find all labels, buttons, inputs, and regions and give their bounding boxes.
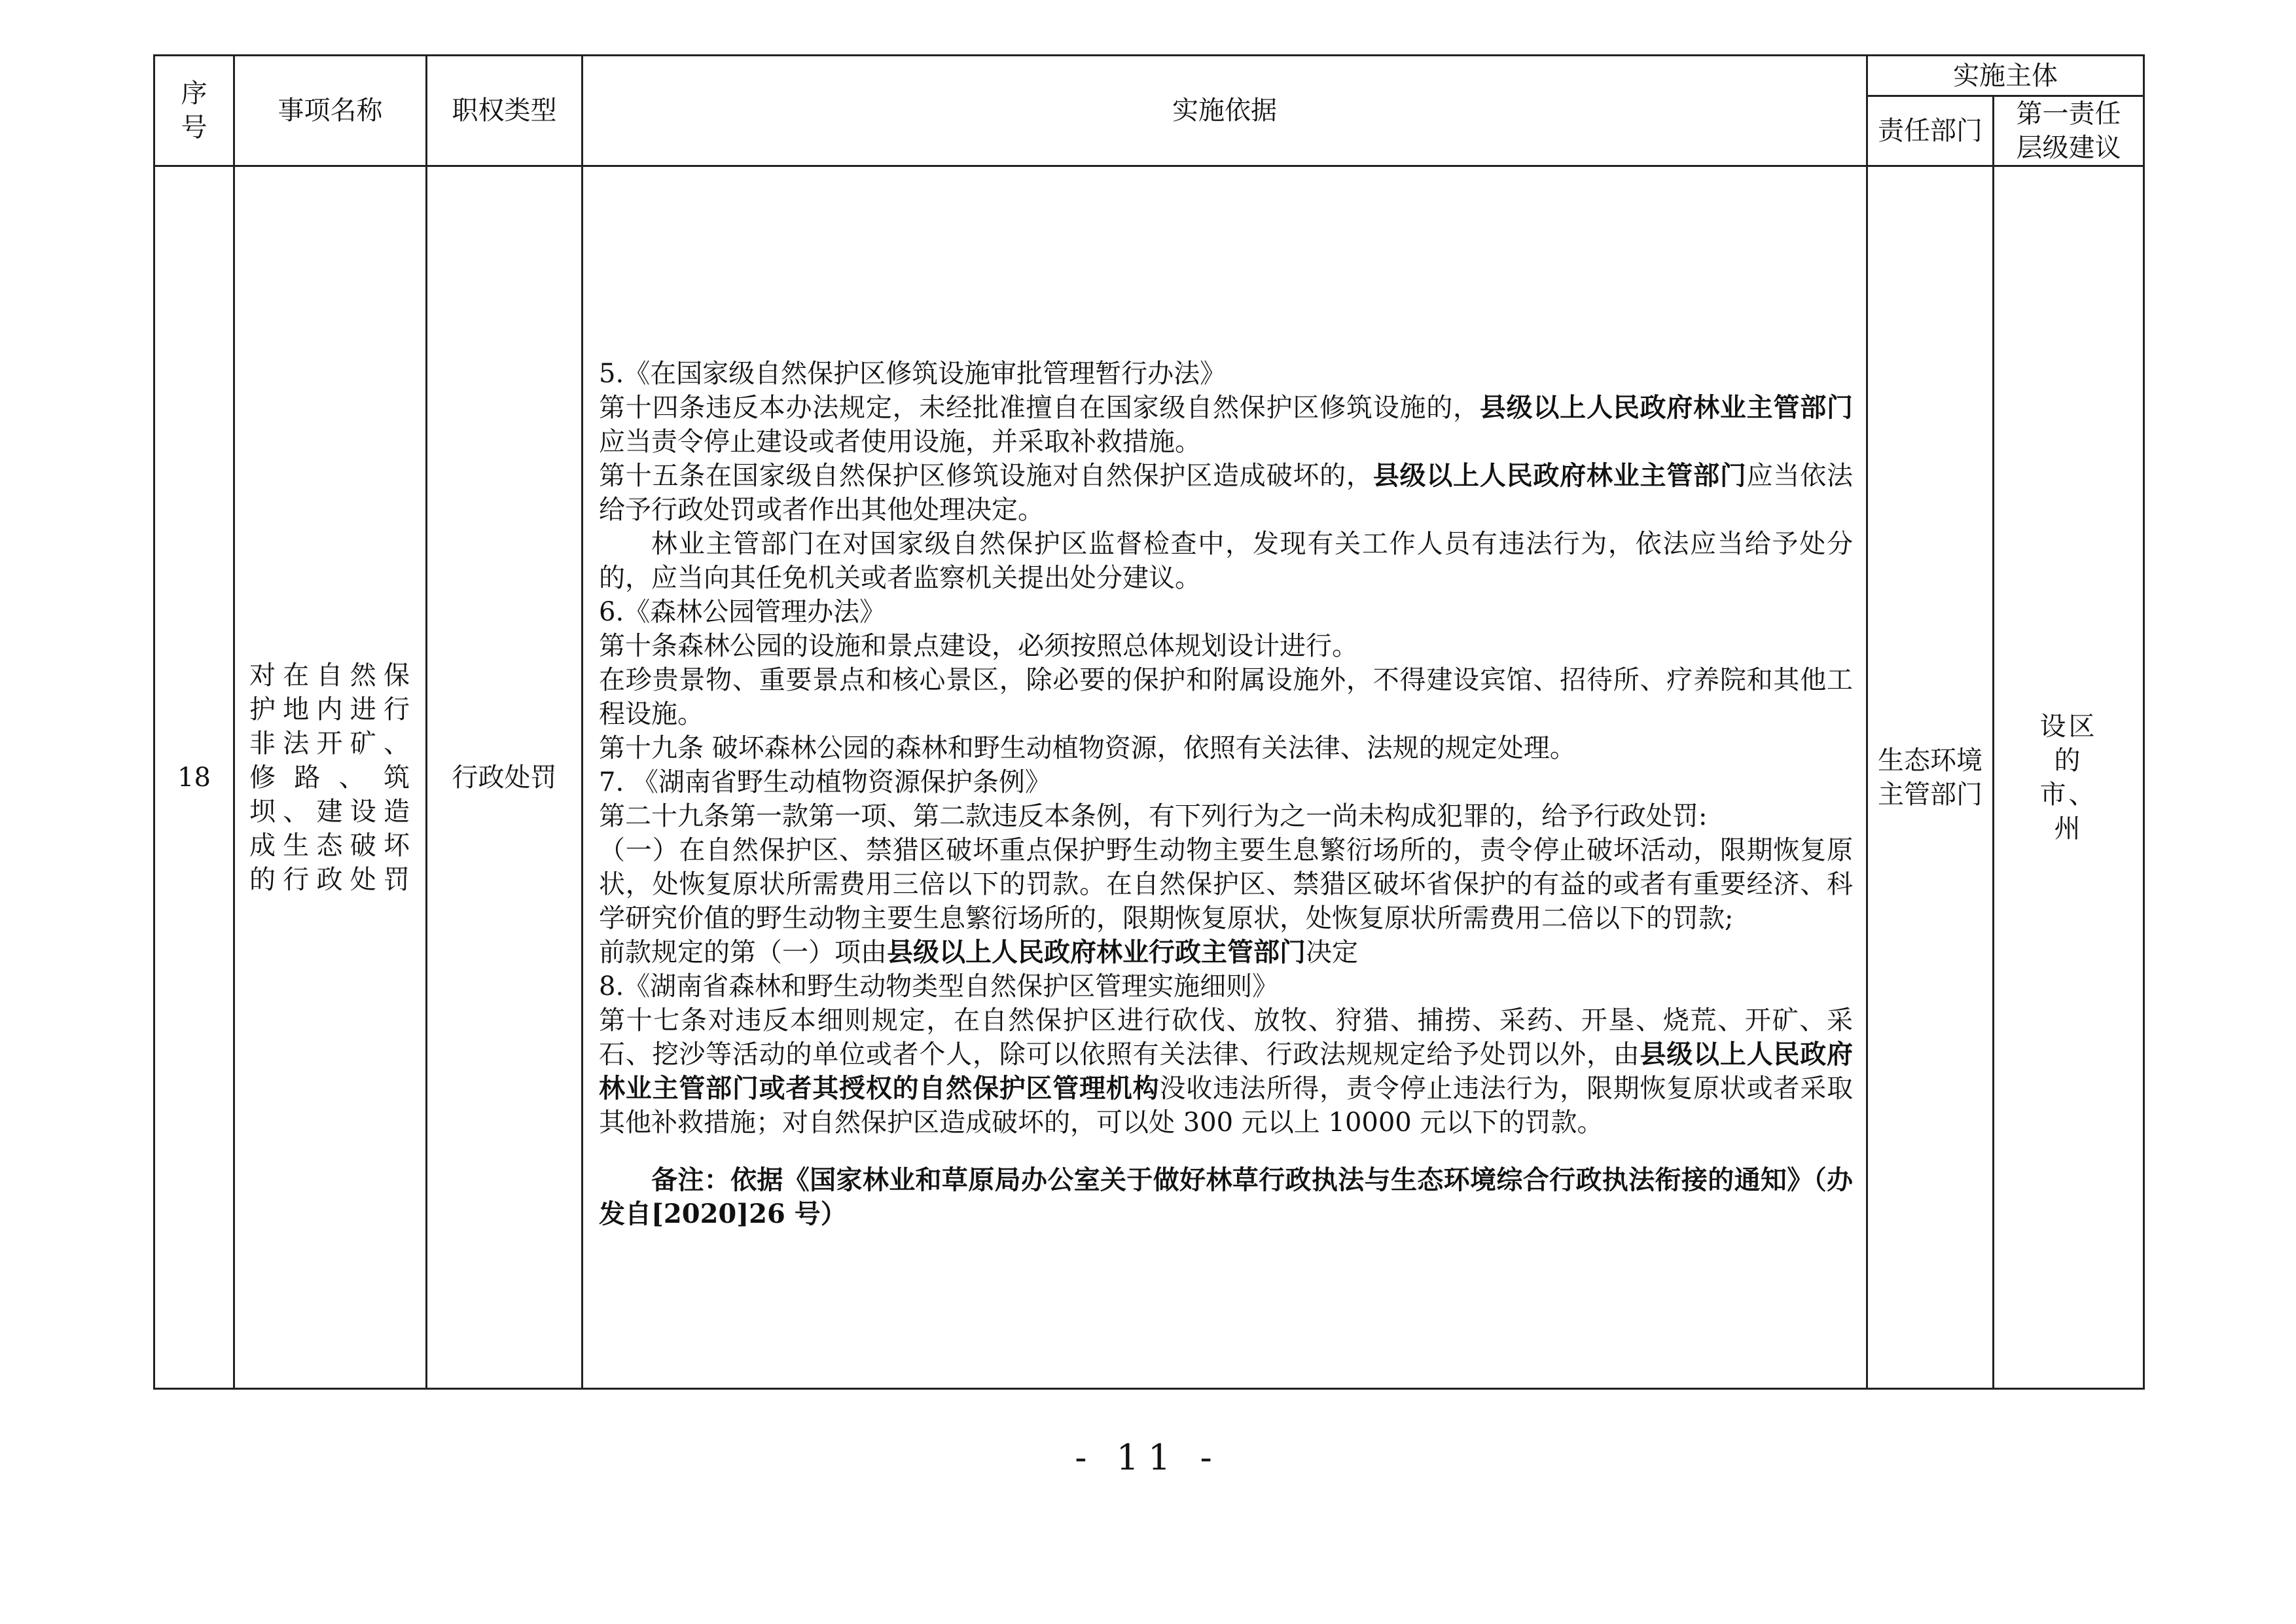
basis-paragraph — [599, 799, 1853, 833]
basis-text: 第十九条 破坏森林公园的森林和野生动植物资源，依照有关法律、法规的规定处理。 — [599, 733, 1576, 763]
row-seq: 18 — [154, 166, 234, 1389]
row-resp-dept — [1867, 166, 1994, 1389]
header-first-level-text: 第一责任层级建议 — [2016, 99, 2121, 163]
row-first-level-text: 设区的市、州 — [2039, 711, 2098, 844]
basis-emphasis: 县级以上人民政府林业主管部门 — [1372, 460, 1747, 491]
row-resp-dept-text: 生态环境主管部门 — [1878, 745, 1982, 810]
basis-text: 第二十九条第一款第一项、第二款违反本条例，有下列行为之一尚未构成犯罪的，给予行政处罚: — [599, 801, 1708, 831]
basis-paragraph — [599, 629, 1853, 663]
basis-paragraph — [599, 833, 1853, 935]
basis-text: 林业主管部门在对国家级自然保护区监督检查中，发现有关工作人员有违法行为，依法应当给予处分的，应当向其任免机关或者监察机关提出处分建议。 — [599, 529, 1853, 593]
basis-paragraph — [599, 765, 1853, 799]
basis-paragraph — [599, 391, 1853, 459]
row-basis — [583, 166, 1867, 1389]
basis-paragraph — [599, 527, 1853, 595]
basis-emphasis: 县级以上人民政府林业主管部门或者其授权的自然保护区管理机构 — [599, 1039, 1854, 1104]
basis-text: 第十七条对违反本细则规定，在自然保护区进行砍伐、放牧、狩猎、捕捞、采药、开垦、烧荒、开矿、采石、挖沙等活动的单位或者个人，除可以依照有关法律、行政法规规定给予处罚以外，由 — [599, 1005, 1853, 1070]
basis-paragraph — [599, 357, 1853, 391]
basis-text: 第十四条违反本办法规定，未经批准擅自在国家级自然保护区修筑设施的， — [599, 393, 1480, 423]
header-first-level — [1994, 96, 2144, 166]
basis-text: 没收违法所得，责令停止违法行为，限期恢复原状或者采取其他补救措施；对自然保护区造成破坏的，可以处 300 元以上 10000 元以下的罚款。 — [599, 1074, 1854, 1138]
row-first-level — [1994, 166, 2144, 1389]
responsibility-table — [153, 54, 2145, 1390]
header-seq — [154, 56, 234, 166]
basis-text: 8.《湖南省森林和野生动物类型自然保护区管理实施细则》 — [599, 971, 1279, 1001]
basis-paragraph — [599, 459, 1853, 527]
basis-text: 第十五条在国家级自然保护区修筑设施对自然保护区造成破坏的， — [599, 461, 1373, 491]
basis-text: 决定 — [1306, 937, 1358, 967]
header-resp-dept: 责任部门 — [1867, 96, 1994, 166]
row-item-name: 对在自然保护地内进行非法开矿、修路、筑坝、建设造成生态破坏的行政处罚 — [234, 166, 427, 1389]
basis-text: 应当责令停止建设或者使用设施，并采取补救措施。 — [599, 427, 1201, 457]
basis-text: 应当依法给予行政处罚或者作出其他处理决定。 — [599, 461, 1854, 525]
basis-text: 备注：依据《国家林业和草原局办公室关于做好林草行政执法与生态环境综合行政执法衔接的通知》（办发自[2020]26 号） — [599, 1164, 1853, 1229]
basis-text: 5.《在国家级自然保护区修筑设施审批管理暂行办法》 — [599, 359, 1227, 389]
basis-emphasis: 县级以上人民政府林业主管部门 — [1479, 392, 1854, 423]
basis-text: 第十条森林公园的设施和景点建设，必须按照总体规划设计进行。 — [599, 631, 1358, 661]
basis-text: 前款规定的第（一）项由 — [599, 937, 887, 967]
basis-paragraph — [599, 731, 1853, 765]
header-power-type: 职权类型 — [427, 56, 583, 166]
basis-paragraphs — [599, 357, 1853, 1231]
header-basis: 实施依据 — [583, 56, 1867, 166]
basis-text: （一）在自然保护区、禁猎区破坏重点保护野生动物主要生息繁衍场所的，责令停止破坏活动，限期恢复原状，处恢复原状所需费用三倍以下的罚款。在自然保护区、禁猎区破坏省保护的有益的或者有重要经济、科学研究价值的野生动物主要生息繁衍场所的，限期恢复原状，处恢复原状所需费用二倍以下的罚款; — [599, 835, 1853, 933]
header-item-name: 事项名称 — [234, 56, 427, 166]
basis-note — [599, 1163, 1853, 1231]
row-power-type: 行政处罚 — [427, 166, 583, 1389]
basis-paragraph — [599, 663, 1853, 731]
basis-text: 在珍贵景物、重要景点和核心景区，除必要的保护和附属设施外，不得建设宾馆、招待所、疗养院和其他工程设施。 — [599, 665, 1853, 729]
page-number: - 11 - — [1075, 1437, 1221, 1478]
basis-paragraph — [599, 595, 1853, 629]
header-subject: 实施主体 — [1867, 56, 2144, 96]
basis-paragraph — [599, 935, 1853, 969]
basis-text: 7. 《湖南省野生动植物资源保护条例》 — [599, 767, 1051, 797]
header-seq-text: 序号 — [181, 79, 207, 143]
basis-paragraph — [599, 969, 1853, 1003]
basis-text: 6.《森林公园管理办法》 — [599, 597, 886, 627]
basis-paragraph — [599, 1003, 1853, 1140]
basis-emphasis: 县级以上人民政府林业行政主管部门 — [887, 937, 1306, 967]
